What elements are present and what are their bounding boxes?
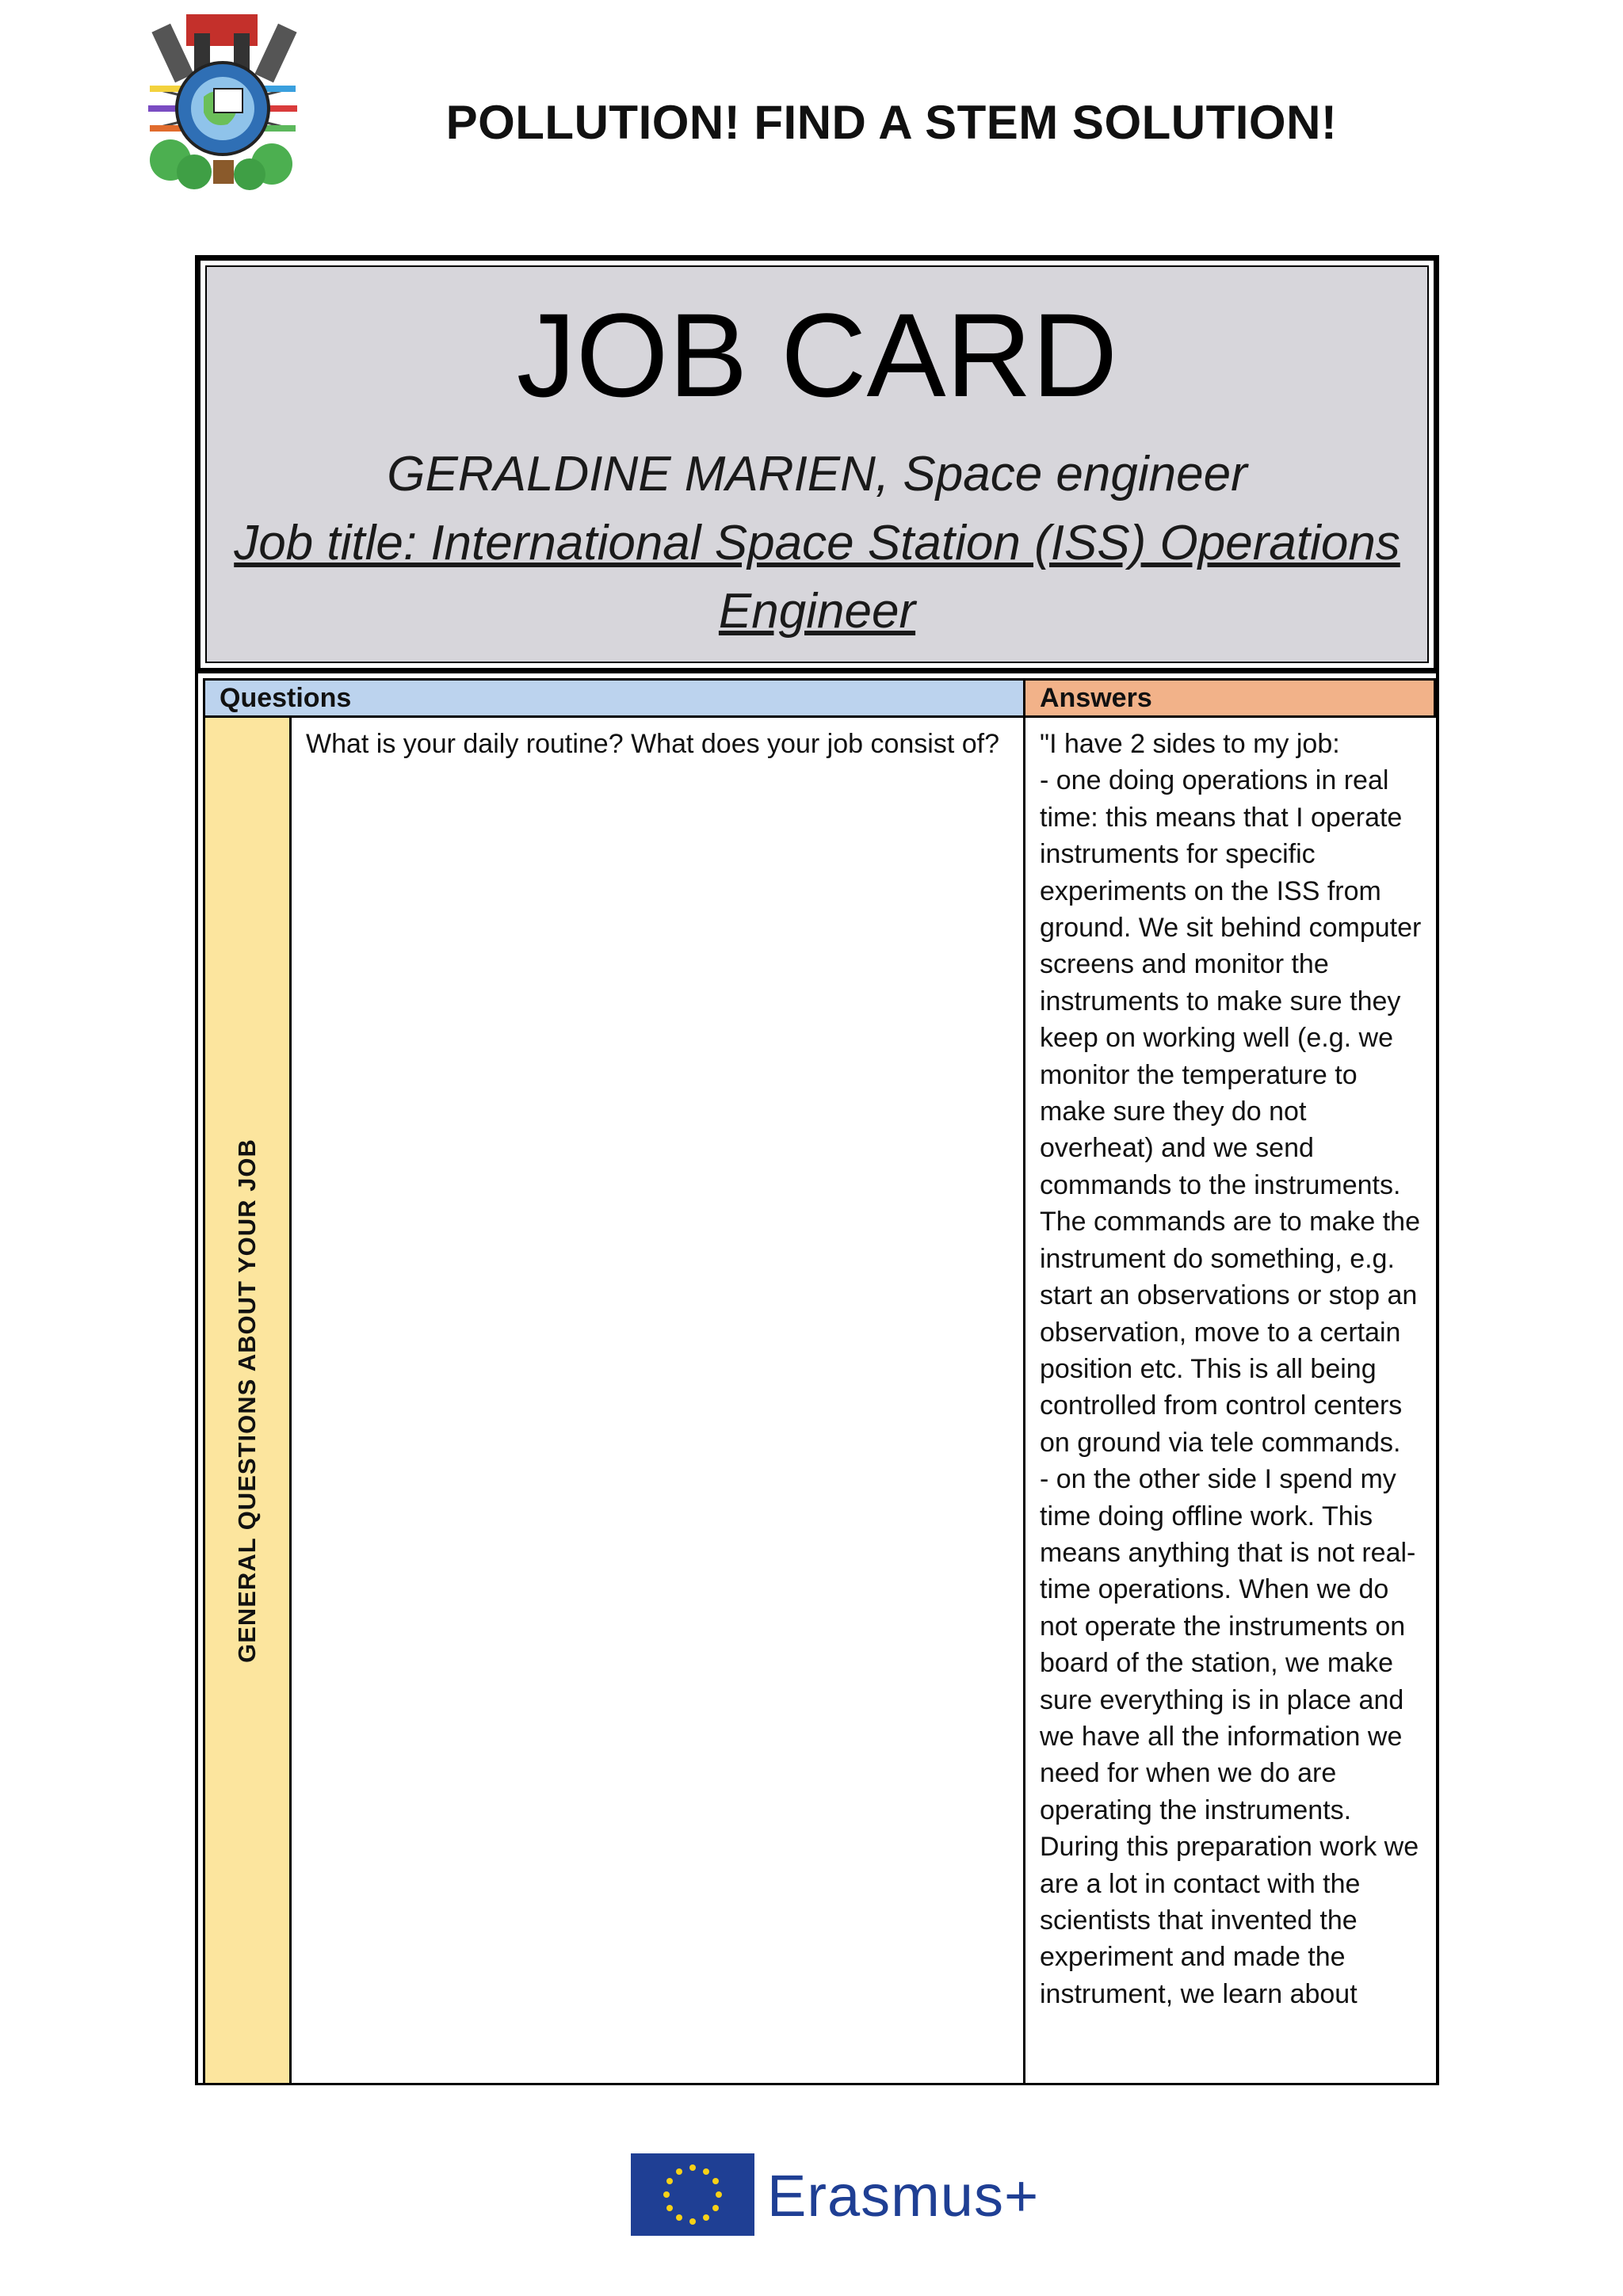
card-header xyxy=(195,255,1439,673)
eu-flag-icon xyxy=(631,2153,754,2236)
document-title: POLLUTION! FIND A STEM SOLUTION! xyxy=(445,96,1338,149)
card-header-panel xyxy=(205,265,1429,663)
person-name: GERALDINE MARIEN, Space engineer xyxy=(387,447,1247,502)
job-card xyxy=(195,255,1439,2085)
category-label: GENERAL QUESTIONS ABOUT YOUR JOB xyxy=(233,1138,261,1663)
answer-cell: "I have 2 sides to my job: - one doing operations in real time: this means that I operate instruments for specific experiments on the ISS from ground. We sit behind computer screens and monitor the instruments to make sure they keep on working well (e.g. we monitor the temperature to make sure they do not overheat) and we send commands to the instruments. The commands are to make the instrument do something, e.g. start an observations or stop an observation, move to a certain position etc. This is all being controlled from control centers on ground via tele commands. - on the other side I spend my time doing offline work. This means anything that is not real-time operations. When we do not operate the instruments on board of the station, we make sure everything is in place and we have all the information we need for when we do are operating the instruments. During this preparation work we are a lot in contact with the scientists that invented the experiment and made the instrument, we learn about xyxy=(1040,729,1422,2009)
category-cell xyxy=(203,718,292,2083)
job-title: Job title: International Space Station (ISS) Operations Engineer xyxy=(234,516,1400,639)
question-cell: What is your daily routine? What does your job consist of? xyxy=(292,718,1025,2083)
qa-table xyxy=(195,673,1439,2085)
answers-header: Answers xyxy=(1023,678,1436,718)
erasmus-label: Erasmus+ xyxy=(767,2163,1040,2229)
project-logo xyxy=(131,10,315,193)
erasmus-logo xyxy=(631,2153,1043,2241)
job-card-title: JOB CARD xyxy=(516,288,1118,421)
pollution-logo-icon xyxy=(131,10,315,193)
questions-header: Questions xyxy=(203,678,1025,718)
